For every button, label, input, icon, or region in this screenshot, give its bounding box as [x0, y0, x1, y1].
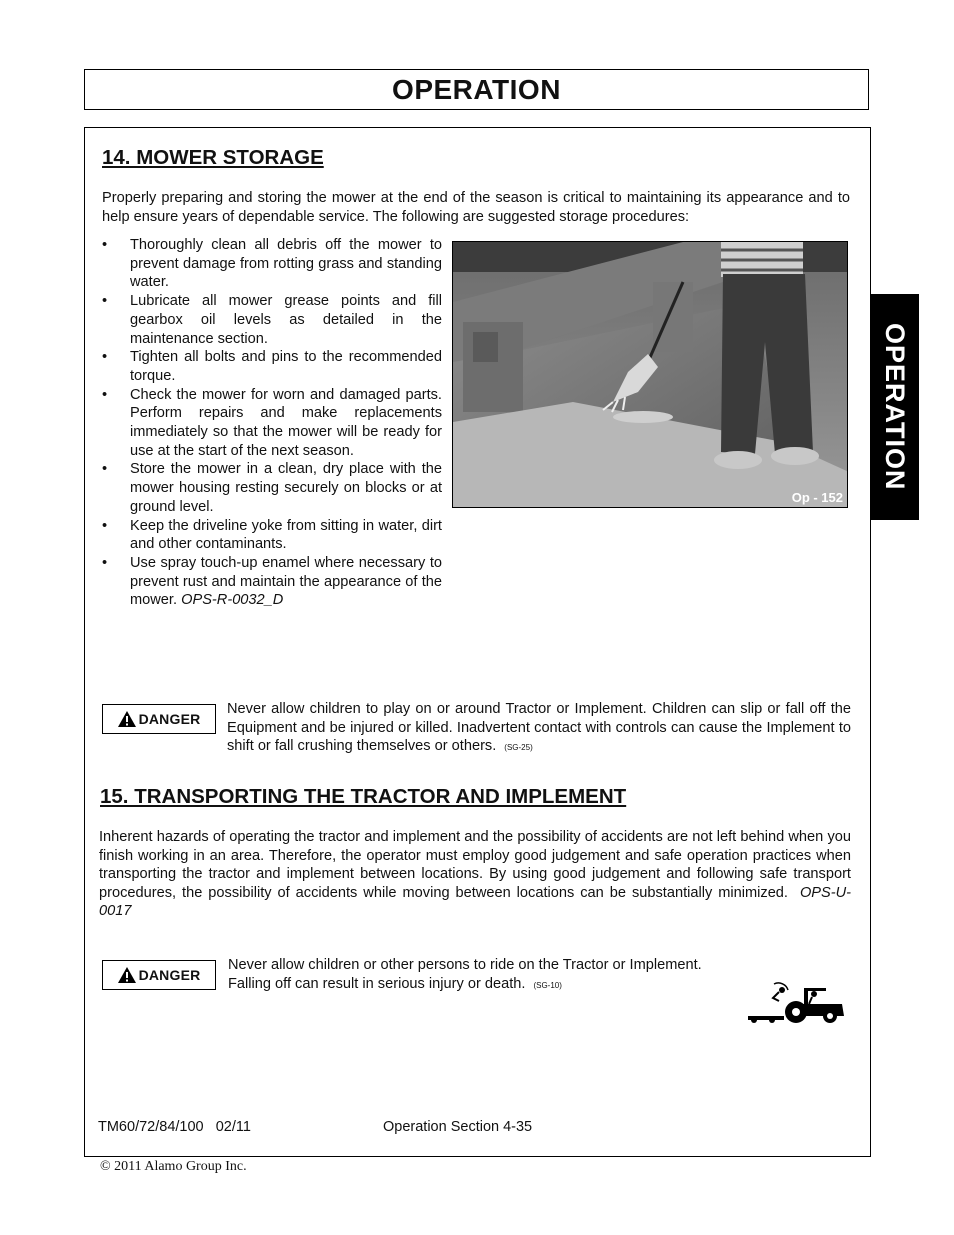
tractor-rider-fall-icon [746, 982, 846, 1026]
bullet-icon: • [102, 349, 108, 366]
list-item: • Tighten all bolts and pins to the recommended torque. [102, 349, 442, 384]
side-tab-label: OPERATION [880, 323, 910, 491]
footer-model: TM60/72/84/100 [98, 1119, 204, 1135]
bullet-icon: • [102, 461, 108, 478]
danger-label: DANGER [138, 967, 201, 983]
page-header [84, 69, 869, 110]
section-14-intro: Properly preparing and storing the mower at the end of the season is critical to maintaining its appearance and to help ensure years of dependable service. The following are suggested storage procedures: [102, 190, 850, 225]
danger-label: DANGER [138, 711, 201, 727]
list-item: • Check the mower for worn and damaged parts. Perform repairs and make replacements immediately so that the mower will be ready for use at the start of the next season. [102, 386, 442, 459]
list-item: • Store the mower in a clean, dry place with the mower housing resting securely on blocks or at ground level. [102, 461, 442, 515]
safety-code: (SG-10) [533, 980, 562, 990]
photo-illustration [453, 242, 848, 508]
page-title: OPERATION [392, 73, 561, 105]
danger-1-text: Never allow children to play on or around Tractor or Implement. Children can slip or fall off the Equipment and be injured or killed. Inadvertent contact with controls can cause the Implement to shift or fall crushing themselves or others. (SG-25) [227, 701, 851, 755]
mower-cleaning-photo [452, 241, 848, 508]
danger-badge [102, 704, 216, 734]
warning-triangle-icon [118, 967, 136, 983]
bullet-icon: • [102, 237, 108, 253]
danger-badge [102, 960, 216, 990]
footer-model-date [98, 1119, 251, 1135]
section-14-heading: 14. MOWER STORAGE [102, 146, 324, 169]
bullet-icon: • [102, 554, 108, 571]
photo-label: Op - 152 [791, 490, 843, 505]
bullet-icon: • [102, 293, 108, 310]
footer-date: 02/11 [215, 1119, 251, 1135]
safety-code: (SG-25) [504, 743, 533, 753]
section-15-heading: 15. TRANSPORTING THE TRACTOR AND IMPLEMENT [100, 785, 627, 808]
ref-code: OPS-U- 0017 [99, 884, 852, 920]
warning-triangle-icon [118, 711, 136, 727]
section-side-tab [870, 294, 919, 520]
list-item: • Keep the driveline yoke from sitting in water, dirt and other contaminants. [102, 517, 442, 553]
footer-section: Operation Section 4-35 [383, 1119, 533, 1135]
storage-procedure-list [102, 236, 442, 610]
bullet-icon: • [102, 517, 108, 534]
bullet-icon: • [102, 386, 108, 403]
list-item: • Use spray touch-up enamel where necessary to prevent rust and maintain the appearance of the mower. OPS-R-0032_D [102, 554, 442, 609]
list-item: • Lubricate all mower grease points and fill gearbox oil levels as detailed in the maintenance section. [102, 293, 442, 347]
ref-code: OPS-R-0032_D [181, 592, 284, 609]
section-15-body: Inherent hazards of operating the tractor and implement and the possibility of accidents are not left behind when you finish working in an area. Therefore, the operator must employ good judgement and safe operation practices when transporting the tractor and implement between locations. By using good judgement and following safe transport procedures, the possibility of accidents while moving between locations can be substantially minimized. OPS-U- 0017 [99, 829, 852, 920]
copyright: © 2011 Alamo Group Inc. [100, 1159, 247, 1174]
danger-2-text: Never allow children or other persons to ride on the Tractor or Implement. Falling off can result in serious injury or death. (SG-10) [228, 957, 702, 992]
list-item: • Thoroughly clean all debris off the mower to prevent damage from rotting grass and standing water. [102, 237, 442, 291]
